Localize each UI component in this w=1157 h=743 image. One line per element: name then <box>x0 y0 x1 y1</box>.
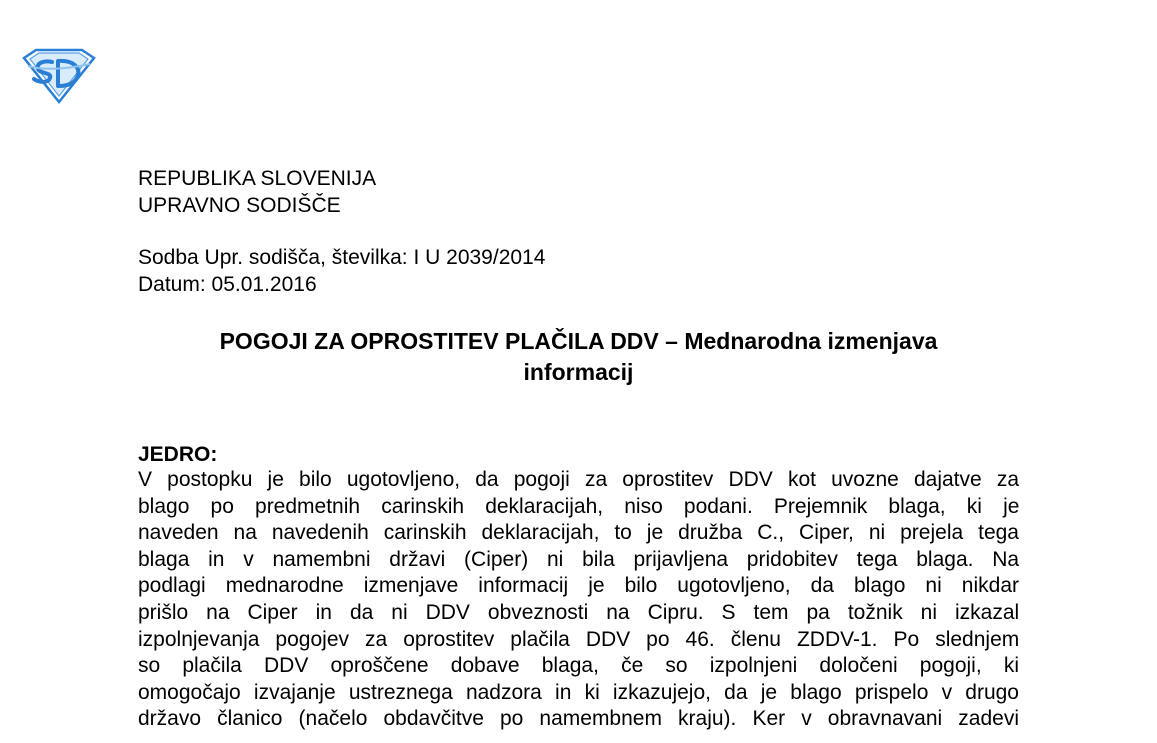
court-header <box>138 165 376 219</box>
paragraph-line: blago po predmetnih carinskih deklaracijah, niso podani. Prejemnik blaga, ki je <box>138 494 1020 518</box>
court-logo-icon <box>22 48 96 104</box>
court-name: UPRAVNO SODIŠČE <box>138 194 341 217</box>
document-title <box>138 326 1019 388</box>
case-number: Sodba Upr. sodišča, številka: I U 2039/2014 <box>138 246 546 269</box>
paragraph-line: prišlo na Ciper in da ni DDV obveznosti na Cipru. S tem pa tožnik ni izkazal <box>138 600 1020 624</box>
title-line-1: POGOJI ZA OPROSTITEV PLAČILA DDV – Mednarodna izmenjava <box>219 328 938 354</box>
paragraph-line: državo članico (načelo obdavčitve po namembnem kraju). Ker v obravnavani zadevi <box>138 707 1019 731</box>
paragraph-line: blaga in v namembni državi (Ciper) ni bila prijavljena pridobitev tega blaga. Na <box>138 547 1020 571</box>
paragraph-line: naveden na navedenih carinskih deklaracijah, to je družba C., Ciper, ni prejela tega <box>138 521 1019 545</box>
paragraph-line: izpolnjevanja pogojev za oprostitev plačila DDV po 46. členu ZDDV-1. Po slednjem <box>138 627 1020 651</box>
judgment-date: Datum: 05.01.2016 <box>138 273 317 296</box>
paragraph-line: podlagi mednarodne izmenjave informacij je bilo ugotovljeno, da blago ni nikdar <box>138 574 1019 598</box>
country-name: REPUBLIKA SLOVENIJA <box>138 167 377 190</box>
paragraph-line: V postopku je bilo ugotovljeno, da pogoji za oprostitev DDV kot uvozne dajatve za <box>138 468 1019 491</box>
jedro-paragraph <box>138 467 1019 733</box>
jedro-heading: JEDRO: <box>138 443 218 466</box>
paragraph-line: so plačila DDV oproščene dobave blaga, če so izpolnjeni določeni pogoji, ki <box>138 654 1019 678</box>
case-meta <box>138 244 545 298</box>
title-line-2: informacij <box>523 359 634 385</box>
paragraph-line: omogočajo izvajanje ustreznega nadzora in ki izkazujejo, da je blago prispelo v drugo <box>138 680 1019 704</box>
